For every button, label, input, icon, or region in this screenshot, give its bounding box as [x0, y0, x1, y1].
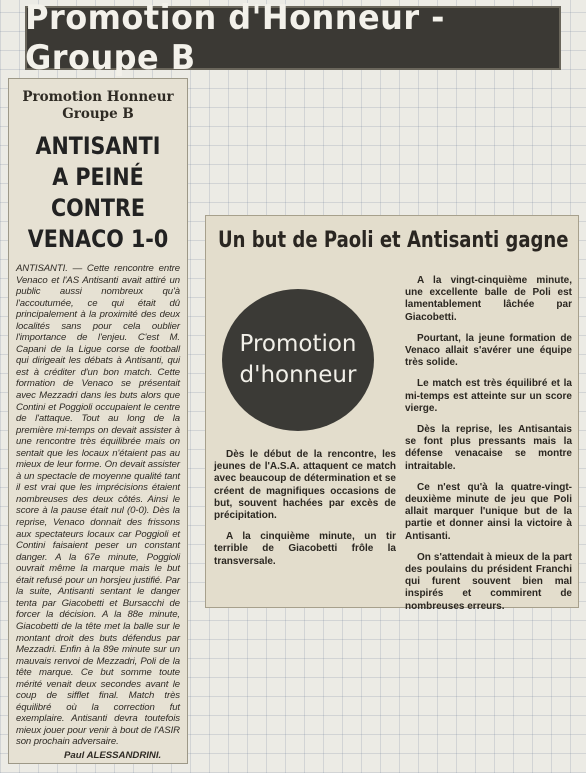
right-article-column-left	[214, 449, 396, 577]
paragraph: Pourtant, la jeune formation de Venaco allait s'avérer une équipe très solide.	[405, 332, 572, 369]
paragraph: A la vingt-cinquième minute, une excellente balle de Poli est lamentablement lâchée par Giacobetti.	[405, 275, 572, 323]
paragraph: Dès le début de la rencontre, les jeunes de l'A.S.A. attaquent ce match avec beaucoup de détermination et se créent de magnifiques occasions de but, souvent hachées par excès de précipitation.	[214, 449, 396, 522]
left-article-clipping	[8, 78, 188, 764]
paragraph: Le match est très équilibré et la mi-temps est atteinte sur un score vierge.	[405, 378, 572, 414]
article-section-label: Promotion Honneur Groupe B	[22, 89, 174, 122]
paragraph: A la cinquième minute, un tir terrible de Giacobetti frôle la transversale.	[214, 531, 396, 567]
banner-title: Promotion d'Honneur - Groupe B	[25, 0, 445, 78]
logo-line-1: Promotion	[239, 331, 357, 357]
right-article-clipping	[205, 215, 579, 612]
right-article-title: Un but de Paoli et Antisanti gagne	[218, 228, 569, 253]
paragraph: On s'attendait à mieux de la part des poulains du président Franchi qui furent souvent bien mal inspirés et commirent de nombreuses erreurs.	[405, 551, 572, 612]
right-article-column-right	[405, 275, 572, 622]
page-banner	[25, 0, 561, 78]
article-body: ANTISANTI. — Cette rencontre entre Venaco et l'AS Antisanti avait attiré un public aussi nombreux qu'à l'accoutumée, ce qui était dû principalement à la proximité des deux localités sans pour cela oublier l'importance de l'enjeu. C'est M. Capani de la Ligue corse de football qui dirigeait les débats à Antisanti, qui est à créditer d'un bon match. Cette formation de Venaco se présentait avec Mezzadri dans les buts alors que Contini et Poggioli occupaient le centre de l'attaque. Tout au long de la première mi-temps on devait assister à une rencontre très équilibrée mais on sentait que les locaux n'étaient pas au mieux de leur forme. On devait assister à un spectacle de moyenne qualité tant il est vrai que les imprécisions étaient nombreuses des deux côtés. Ainsi le score à la pause était nul (0-0). Dès la reprise, Venaco donnait des frissons aux spectateurs locaux car Poggioli et Contini faisaient peser un constant danger. A la 67e minute, Poggioli ouvrait même la marque mais le but était refusé pour un horsjeu justifié. Par la suite, Antisanti sentant le danger tenta par Giacobetti et Bursacchi de forcer la décision. A la 88e minute, Giacobetti de la tête met la balle sur le montant droit des buts défendus par Mezzadri. Enfin à la 89e minute sur un mauvais renvoi de Mezzadri, Poli de la tête marque. Ce but somme toute mérité venait deux secondes avant le coup de sifflet final. Match très équilibré où la correction fut exemplaire. Antisanti devra toutefois mieux jouer pour venir à bout de l'ASIR son prochain adversaire.	[16, 263, 180, 748]
article-headline: ANTISANTI A PEINÉ CONTRE VENACO 1-0	[27, 132, 169, 253]
paragraph: Ce n'est qu'à la quatre-vingt-deuxième minute de jeu que Poli allait marquer l'unique but de la partie et donner ainsi la victoire à Antisanti.	[405, 481, 572, 542]
logo-line-2: d'honneur	[239, 362, 357, 388]
article-byline: Paul ALESSANDRINI.	[64, 749, 162, 761]
promotion-honneur-logo	[222, 289, 374, 431]
paragraph: Dès la reprise, les Antisantais se font plus pressants mais la défense venacaise se montre intraitable.	[405, 424, 572, 472]
